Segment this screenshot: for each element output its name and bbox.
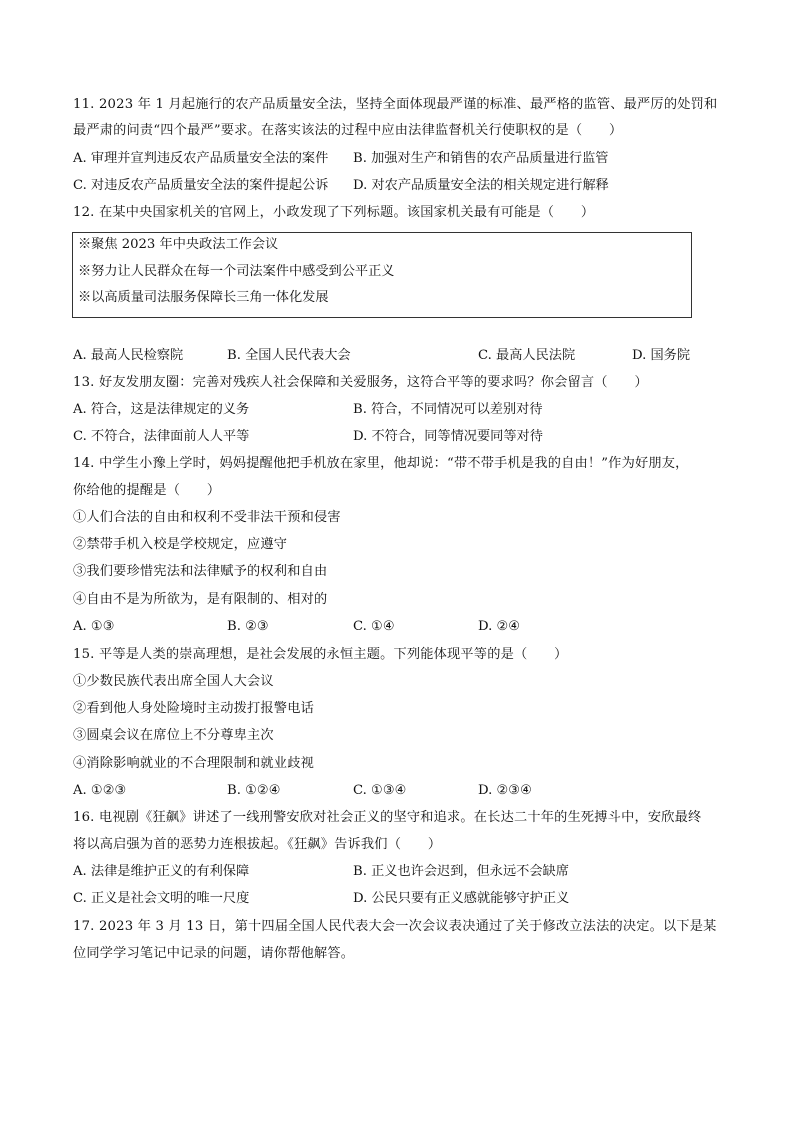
q17-stem-line-2: 位同学学习笔记中记录的问题，请你帮他解答。 — [73, 946, 355, 961]
q15-option-b: B. ①②④ — [227, 783, 281, 798]
q12-headline-box — [72, 232, 692, 318]
q13-stem-line-1: 13. 好友发朋友圈：完善对残疾人社会保障和关爱服务，这符合平等的要求吗？你会留言（ ） — [73, 375, 648, 390]
q16-option-b: B. 正义也许会迟到，但永远不会缺席 — [353, 864, 569, 879]
q11-stem-line-2: 最严肃的问责“四个最严”要求。在落实该法的过程中应由法律监督机关行使职权的是（ ） — [73, 123, 623, 138]
q14-option-b: B. ②③ — [227, 619, 269, 634]
q15-statement-3: ③圆桌会议在席位上不分尊卑主次 — [73, 728, 274, 743]
q14-stem-line-2: 你给他的提醒是（ ） — [73, 483, 221, 498]
q12-headline-2: ※努力让人民群众在每一个司法案件中感受到公平正义 — [78, 264, 395, 279]
q12-option-d: D. 国务院 — [632, 348, 691, 363]
q12-option-b: B. 全国人民代表大会 — [227, 348, 351, 363]
q11-option-a: A. 审理并宣判违反农产品质量安全法的案件 — [73, 151, 329, 166]
q15-statement-2: ②看到他人身处险境时主动拨打报警电话 — [73, 701, 314, 716]
q15-statement-1: ①少数民族代表出席全国人大会议 — [73, 674, 274, 689]
q12-headline-1: ※聚焦 2023 年中央政法工作会议 — [78, 237, 279, 252]
q14-statement-3: ③我们要珍惜宪法和法律赋予的权利和自由 — [73, 564, 328, 579]
q16-stem-line-2: 将以高启强为首的恶势力连根拔起。《狂飙》告诉我们（ ） — [73, 837, 442, 852]
q15-stem-line-1: 15. 平等是人类的崇高理想，是社会发展的永恒主题。下列能体现平等的是（ ） — [73, 647, 568, 662]
q14-option-d: D. ②④ — [478, 619, 521, 634]
q11-option-c: C. 对违反农产品质量安全法的案件提起公诉 — [73, 178, 329, 193]
q12-stem-line-1: 12. 在某中央国家机关的官网上，小政发现了下列标题。该国家机关最有可能是（ ） — [73, 205, 595, 220]
q12-option-c: C. 最高人民法院 — [478, 348, 576, 363]
q14-option-c: C. ①④ — [353, 619, 395, 634]
q17-stem-line-1: 17. 2023 年 3 月 13 日，第十四届全国人民代表大会一次会议表决通过了关于修改立法法的决定。以下是某 — [73, 919, 717, 934]
q11-option-d: D. 对农产品质量安全法的相关规定进行解释 — [353, 178, 609, 193]
q16-option-c: C. 正义是社会文明的唯一尺度 — [73, 891, 250, 906]
q12-option-a: A. 最高人民检察院 — [73, 348, 184, 363]
q11-option-b: B. 加强对生产和销售的农产品质量进行监管 — [353, 151, 609, 166]
q13-option-d: D. 不符合，同等情况要同等对待 — [353, 429, 543, 444]
q16-option-d: D. 公民只要有正义感就能够守护正义 — [353, 891, 570, 906]
q16-option-a: A. 法律是维护正义的有利保障 — [73, 864, 250, 879]
q14-statement-4: ④自由不是为所欲为，是有限制的、相对的 — [73, 592, 328, 607]
q14-statement-1: ①人们合法的自由和权利不受非法干预和侵害 — [73, 510, 341, 525]
q13-option-b: B. 符合，不同情况可以差别对待 — [353, 402, 543, 417]
q14-statement-2: ②禁带手机入校是学校规定，应遵守 — [73, 537, 288, 552]
q12-headline-3: ※以高质量司法服务保障长三角一体化发展 — [78, 290, 329, 305]
q15-option-d: D. ②③④ — [478, 783, 532, 798]
q14-stem-line-1: 14. 中学生小豫上学时，妈妈提醒他把手机放在家里，他却说：“带不带手机是我的自由！”作为好朋友， — [73, 456, 689, 471]
q14-option-a: A. ①③ — [73, 619, 115, 634]
q15-option-c: C. ①③④ — [353, 783, 407, 798]
q13-option-c: C. 不符合，法律面前人人平等 — [73, 429, 250, 444]
q13-option-a: A. 符合，这是法律规定的义务 — [73, 402, 250, 417]
q15-statement-4: ④消除影响就业的不合理限制和就业歧视 — [73, 756, 314, 771]
q11-stem-line-1: 11. 2023 年 1 月起施行的农产品质量安全法，坚持全面体现最严谨的标准、最严格的监管、最严厉的处罚和 — [73, 97, 718, 112]
q15-option-a: A. ①②③ — [73, 783, 127, 798]
q16-stem-line-1: 16. 电视剧《狂飙》讲述了一线刑警安欣对社会正义的坚守和追求。在长达二十年的生死搏斗中，安欣最终 — [73, 810, 702, 825]
